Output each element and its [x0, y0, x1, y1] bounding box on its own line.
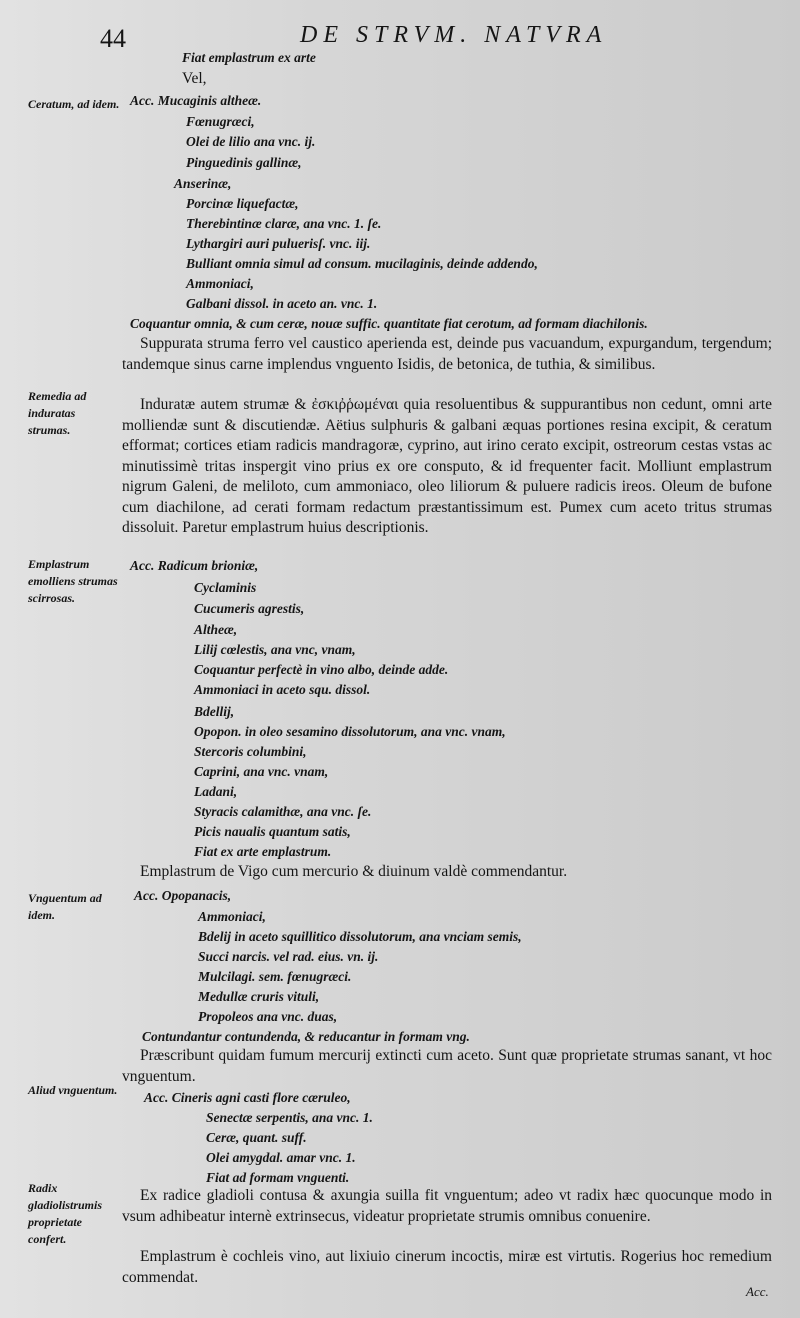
catchword: Acc.: [746, 1284, 769, 1299]
page-number: 44: [100, 24, 126, 53]
recipe-line: Therebintinæ claræ, ana vnc. 1. ſe.: [186, 216, 382, 231]
recipe-line: Fiat emplastrum ex arte: [182, 50, 316, 65]
paragraph-text: Præscribunt quidam fumum mercurij extincti cum aceto. Sunt quæ proprietate strumas sanant, vt hoc vnguentum.: [122, 1047, 772, 1085]
margin-note-ceratum: Ceratum, ad idem.: [28, 97, 120, 111]
paragraph-text: Suppurata struma ferro vel caustico aperienda est, deinde pus vacuandum, expurgandum, tergendum; tandemque sinus carne implendus vnguento Isidis, de betonica, de tuthia, & similibus.: [122, 335, 772, 373]
paragraph: [122, 1247, 772, 1288]
recipe-line: Mulcilagi. sem. fœnugræci.: [198, 969, 352, 984]
recipe-line: Porcinæ liquefactæ,: [186, 196, 299, 211]
recipe-line: Ammoniaci,: [198, 909, 266, 924]
recipe-line: Stercoris columbini,: [194, 744, 307, 759]
recipe-line: Succi narcis. vel rad. eius. vn. ij.: [198, 949, 379, 964]
recipe-line: Olei de lilio ana vnc. ij.: [186, 134, 316, 149]
recipe-line: Acc. Radicum brioniæ,: [130, 558, 259, 573]
recipe-line: Ammoniaci in aceto squ. dissol.: [194, 682, 371, 697]
recipe-line: Senectæ serpentis, ana vnc. 1.: [206, 1110, 373, 1125]
recipe-line: Cucumeris agrestis,: [194, 601, 305, 616]
recipe-line: Medullæ cruris vituli,: [198, 989, 320, 1004]
paragraph: [122, 1186, 772, 1227]
paragraph-text: Induratæ autem strumæ & ἐσκιῤῥωμέναι quia resoluentibus & suppurantibus non cedunt, omni arte molliendæ sunt & discutiendæ. Aëtius sulphuris & galbani æquas portiones resina excipit, & ceratum efformat; cortices etiam radicis mandragoræ, cyprino, aut irino cerato excipit, ostreorum cestas vstas ac minutissimè tritas inspergit vino prius ex ore consputo, & id frequenter facit. Molliunt emplastrum nigrum Galeni, de meliloto, cum ammoniaco, oleo liliorum & puluere radicis ireos. Oleum de bufone cum diachilone, ad cerati formam redactum præstantissimum est. Pumex cum aceto tritus strumas dissoluit. Paretur emplastrum huius descriptionis.: [122, 396, 772, 536]
paragraph-text: Emplastrum è cochleis vino, aut lixiuio cinerum incoctis, miræ est virtutis. Rogerius hoc remedium commendat.: [122, 1248, 772, 1286]
recipe-line: Vel,: [182, 70, 207, 87]
recipe-line: Pinguedinis gallinæ,: [186, 155, 302, 170]
margin-note-aliud: Aliud vnguentum.: [28, 1083, 118, 1097]
recipe-line: Anserinæ,: [174, 176, 232, 191]
recipe-line: Bulliant omnia simul ad consum. mucilaginis, deinde addendo,: [186, 256, 538, 271]
margin-note-remedia: Remedia ad induratas strumas.: [28, 389, 87, 437]
recipe-line: Opopon. in oleo sesamino dissolutorum, ana vnc. vnam,: [194, 724, 506, 739]
recipe-line: Altheæ,: [194, 622, 238, 637]
recipe-line: Contundantur contundenda, & reducantur in formam vng.: [142, 1029, 470, 1044]
recipe-line: Acc. Cineris agni casti flore cæruleo,: [144, 1090, 351, 1105]
recipe-line: Picis naualis quantum satis,: [194, 824, 351, 839]
recipe-line: Fiat ad formam vnguenti.: [206, 1170, 350, 1185]
recipe-line: Ammoniaci,: [186, 276, 254, 291]
recipe-line: Acc. Opopanacis,: [134, 888, 232, 903]
recipe-line: Propoleos ana vnc. duas,: [198, 1009, 338, 1024]
paragraph: [122, 395, 772, 539]
recipe-line: Acc. Mucaginis altheæ.: [130, 93, 262, 108]
recipe-line: Bdellij,: [194, 704, 235, 719]
recipe-line: Galbani dissol. in aceto an. vnc. 1.: [186, 296, 378, 311]
recipe-line: Olei amygdal. amar vnc. 1.: [206, 1150, 356, 1165]
recipe-line: Lythargiri auri puluerisſ. vnc. iij.: [186, 236, 371, 251]
recipe-line: Ladani,: [194, 784, 238, 799]
recipe-line: Fœnugræci,: [186, 114, 255, 129]
recipe-line: Caprini, ana vnc. vnam,: [194, 764, 329, 779]
margin-note-emplastrum: Emplastrum emolliens strumas scirrosas.: [28, 557, 118, 605]
paragraph: [122, 1046, 772, 1087]
paragraph-text: Ex radice gladioli contusa & axungia suilla fit vnguentum; adeo vt radix hæc quocunque modo in vsum adhibeatur internè extrinsecus, videatur proprietate strumis omnibus conuenire.: [122, 1187, 772, 1225]
recipe-line: Cyclaminis: [194, 580, 257, 595]
running-title: DE STRVM. NATVRA: [300, 22, 608, 48]
margin-note-radix: Radix gladiolistrumis proprietate confert.: [28, 1181, 103, 1246]
recipe-line: Lilij cœlestis, ana vnc, vnam,: [194, 642, 356, 657]
paragraph-text: Emplastrum de Vigo cum mercurio & diuinum valdè commendantur.: [140, 863, 568, 880]
recipe-line: Coquantur perfectè in vino albo, deinde adde.: [194, 662, 449, 677]
recipe-line: Fiat ex arte emplastrum.: [194, 844, 332, 859]
recipe-line: Ceræ, quant. suff.: [206, 1130, 307, 1145]
paragraph: [122, 862, 772, 883]
recipe-line: Coquantur omnia, & cum ceræ, nouæ suffic. quantitate fiat cerotum, ad formam diachilonis.: [130, 316, 648, 331]
recipe-line: Bdelij in aceto squillitico dissolutorum, ana vnciam semis,: [198, 929, 522, 944]
recipe-line: Styracis calamithæ, ana vnc. ſe.: [194, 804, 372, 819]
margin-note-vnguentum: Vnguentum ad idem.: [28, 891, 102, 922]
paragraph: [122, 334, 772, 375]
